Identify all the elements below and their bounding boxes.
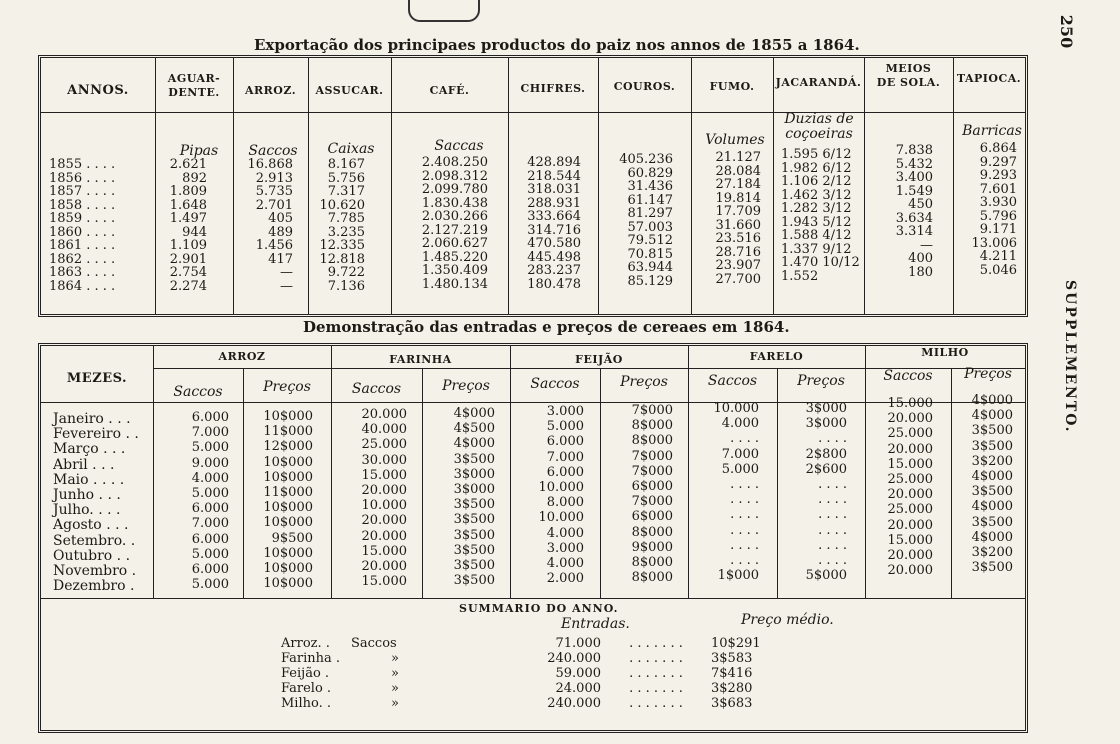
summary-label: Farelo . [281, 681, 332, 696]
group-arroz: ARROZ [218, 350, 266, 363]
summary-unit: Saccos [351, 636, 397, 651]
header-cafe: CAFÉ. [429, 84, 470, 97]
sub-saccos-farelo: Saccos [707, 373, 758, 389]
unit-assucar: Caixas [327, 141, 375, 157]
summary-row: Arroz. . Saccos 71.000 . . . . . . . 10$291 [281, 636, 761, 651]
side-title: SUPPLEMENTO. [1062, 280, 1078, 434]
page-number: 250 [1057, 14, 1077, 49]
summary-entradas: 59.000 [555, 666, 601, 681]
header-annos: ANNOS. [67, 83, 129, 98]
header-tapioca: TAPIOCA. [956, 72, 1022, 85]
meios-sola-column: 7.838 5.432 3.400 1.549 450 3.634 3.314 — 400 180 [895, 143, 933, 280]
farinha-precos-column: 4$000 4$500 4$000 3$500 3$000 3$000 3$500 3$500 3$500 3$500 3$500 3$500 [453, 406, 495, 589]
export-table [38, 55, 1028, 317]
feijao-precos-column: 7$000 8$000 8$000 7$000 7$000 6$000 7$000 6$000 8$000 9$000 8$000 8$000 [631, 403, 673, 586]
table2-title: Demonstração das entradas e preços de cereaes em 1864. [303, 318, 790, 336]
aguardente-column: 2.621 892 1.809 1.648 1.497 944 1.109 2.901 2.754 2.274 [169, 157, 207, 294]
summary-row: Farelo . » 24.000 . . . . . . . 3$280 [281, 681, 753, 696]
couros-column: 405.236 60.829 31.436 61.147 81.297 57.003 79.512 70.815 63.944 85.129 [619, 152, 673, 289]
summary-entradas: 240.000 [547, 651, 601, 666]
sub-precos-feijao: Preços [620, 374, 668, 390]
summary-preco: 3$280 [711, 681, 753, 696]
unit-tapioca: Barricas [962, 123, 1022, 139]
summary-preco: 10$291 [711, 636, 761, 651]
summary-title: SUMMARIO DO ANNO. [459, 602, 619, 615]
unit-aguardente: Pipas [179, 143, 219, 159]
header-meios-sola: MEIOS DE SOLA. [876, 62, 941, 89]
header-aguardente: AGUAR- DENTE. [167, 72, 221, 99]
summary-label: Arroz. . [281, 636, 330, 651]
summary-entradas: 240.000 [547, 696, 601, 711]
summary-preco: 3$583 [711, 651, 753, 666]
sub-precos-milho: Preços [964, 366, 1012, 382]
arroz-saccos-column: 6.000 7.000 5.000 9.000 4.000 5.000 6.000 7.000 6.000 5.000 6.000 5.000 [191, 410, 229, 593]
summary-col-preco: Preço médio. [741, 612, 834, 628]
summary-unit: » [391, 651, 399, 666]
summary-col-entradas: Entradas. [561, 616, 630, 632]
stamp-mark [408, 0, 480, 22]
unit-jacaranda: Duzias de coçoeiras [784, 111, 854, 142]
summary-label: Feijão . [281, 666, 330, 681]
sub-saccos-milho: Saccos [883, 368, 933, 384]
sub-precos-farinha: Preços [442, 378, 490, 394]
sub-saccos-arroz: Saccos [173, 384, 223, 400]
chifres-column: 428.894 218.544 318.031 288.931 333.664 314.716 470.580 445.498 283.237 180.478 [527, 155, 581, 292]
summary-row: Milho. . » 240.000 . . . . . . . 3$683 [281, 696, 753, 711]
cereals-table [38, 343, 1028, 733]
arroz-precos-column: 10$000 11$000 12$000 10$000 10$000 11$000 10$000 10$000 9$500 10$000 10$000 10$000 [263, 409, 313, 592]
header-mezes: MEZES. [66, 371, 128, 386]
assucar-column: 8.167 5.756 7.317 10.620 7.785 3.235 12.335 12.818 9.722 7.136 [319, 157, 365, 294]
sub-precos-farelo: Preços [797, 373, 845, 389]
unit-arroz: Saccos [248, 143, 298, 159]
sub-saccos-farinha: Saccos [351, 381, 402, 397]
unit-cafe: Saccas [434, 138, 484, 154]
farelo-precos-column: 3$000 3$000 . . . . 2$800 2$600 . . . . . . . . . . . . . . . . . . . . . . . . 5$000 [805, 401, 847, 584]
months-column: Janeiro . . . Fevereiro . . Março . . . Abril . . . Maio . . . . Junho . . . Julho. . . . Agosto . . . Setembro. . Outubro . . Novembro . Dezembro . [53, 411, 139, 595]
header-arroz: ARROZ. [244, 84, 297, 97]
milho-precos-column: 4$000 4$000 3$500 3$500 3$200 4$000 3$500 4$000 3$500 4$000 3$200 3$500 [971, 393, 1013, 576]
unit-fumo: Volumes [705, 132, 765, 148]
sub-precos-arroz: Preços [263, 379, 311, 395]
summary-preco: 7$416 [711, 666, 753, 681]
group-milho: MILHO [921, 346, 969, 359]
summary-unit: » [391, 666, 399, 681]
summary-entradas: 24.000 [555, 681, 601, 696]
sub-saccos-feijao: Saccos [530, 376, 580, 392]
table1-title: Exportação dos principaes productos do paiz nos annos de 1855 a 1864. [254, 36, 860, 54]
summary-row: Feijão . » 59.000 . . . . . . . 7$416 [281, 666, 753, 681]
summary-unit: » [391, 696, 399, 711]
tapioca-column: 6.864 9.297 9.293 7.601 3.930 5.796 9.171 13.006 4.211 5.046 [971, 141, 1017, 278]
years-column: 1855 . . . . 1856 . . . . 1857 . . . . 1858 . . . . 1859 . . . . 1860 . . . . 1861 . . . . 1862 . . . . 1863 . . . . 1864 . . . . [49, 157, 116, 294]
header-jacaranda: JACARANDÁ. [775, 76, 862, 89]
arroz-column: 16.868 2.913 5.735 2.701 405 489 1.456 417 — — [247, 157, 293, 294]
summary-label: Farinha . [281, 651, 341, 666]
header-chifres: CHIFRES. [520, 82, 586, 95]
summary-row: Farinha . » 240.000 . . . . . . . 3$583 [281, 651, 753, 666]
header-fumo: FUMO. [709, 80, 755, 93]
feijao-saccos-column: 3.000 5.000 6.000 7.000 6.000 10.000 8.000 10.000 4.000 3.000 4.000 2.000 [538, 404, 584, 587]
farinha-saccos-column: 20.000 40.000 25.000 30.000 15.000 20.000 10.000 20.000 20.000 15.000 20.000 15.000 [361, 407, 407, 590]
summary-preco: 3$683 [711, 696, 753, 711]
group-farelo: FARELO [749, 350, 804, 363]
summary-unit: » [391, 681, 399, 696]
header-couros: COUROS. [613, 80, 676, 93]
cafe-column: 2.408.250 2.098.312 2.099.780 1.830.438 2.030.266 2.127.219 2.060.627 1.485.220 1.350.409 1.480.134 [421, 155, 488, 292]
jacaranda-column: 1.595 6/12 1.982 6/12 1.106 2/12 1.462 3/12 1.282 3/12 1.943 5/12 1.588 4/12 1.337 9/12 1.470 10/12 1.552 [781, 147, 860, 284]
group-farinha: FARINHA [389, 353, 452, 366]
milho-saccos-column: 15.000 20.000 25.000 20.000 15.000 25.000 20.000 25.000 20.000 15.000 20.000 20.000 [887, 396, 933, 579]
group-feijao: FEIJÃO [575, 353, 623, 366]
header-assucar: ASSUCAR. [315, 84, 384, 97]
farelo-saccos-column: 10.000 4.000 . . . . 7.000 5.000 . . . . . . . . . . . . . . . . . . . . . . . . 1$000 [713, 401, 759, 584]
summary-label: Milho. . [281, 696, 331, 711]
fumo-column: 21.127 28.084 27.184 19.814 17.709 31.660 23.516 28.716 23.907 27.700 [715, 150, 761, 287]
summary-entradas: 71.000 [555, 636, 601, 651]
